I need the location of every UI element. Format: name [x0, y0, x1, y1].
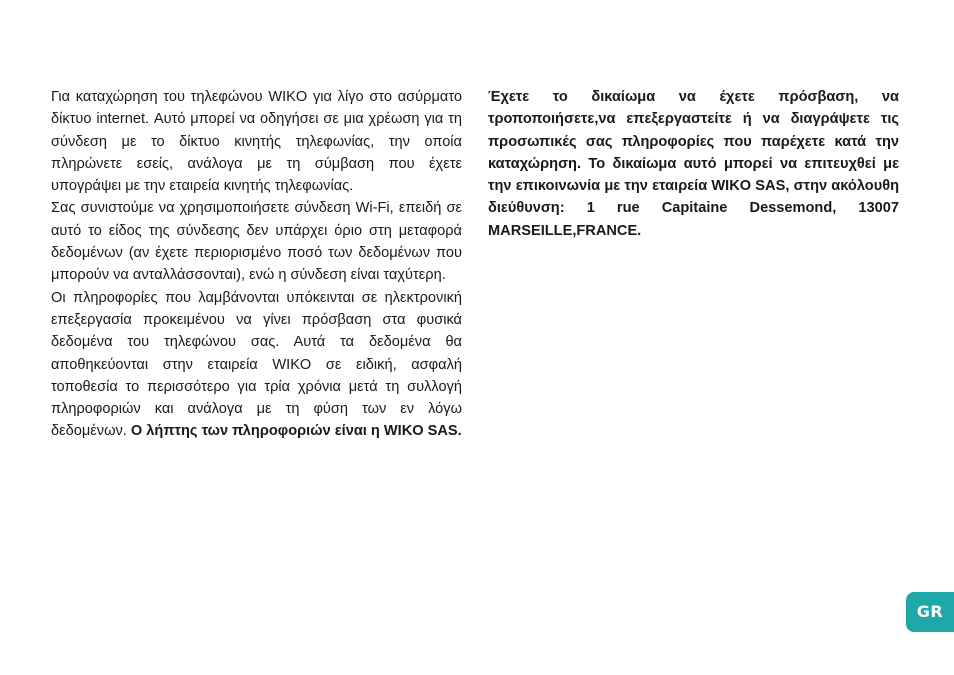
paragraph-data-processing [51, 287, 462, 443]
language-tab: GR [906, 592, 954, 632]
data-processing-text: Οι πληροφορίες που λαμβάνονται υπόκεινται σε ηλεκτρονική επεξεργασία προκειμένου να γίνει πρόσβαση στα φυσικά δεδομένα του τηλεφώνου σας. Αυτά τα δεδομένα θα αποθηκεύονται στην εταιρεία WIKO σε ειδική, ασφαλή τοποθεσία το περισσότερο για τρία χρόνια μετά τη συλλογή πληροφοριών και ανάλογα με τη φύση των εν λόγω δεδομένων. [51, 289, 462, 440]
left-text-column [51, 86, 462, 443]
right-text-column [488, 86, 899, 242]
paragraph-registration: Για καταχώρηση του τηλεφώνου WIKO για λίγο στο ασύρματο δίκτυο internet. Αυτό μπορεί να οδηγήσει σε μια χρέωση για τη σύνδεση με το δίκτυο κινητής τηλεφωνίας, την οποία πληρώνετε εσείς, ανάλογα με τη σύμβαση που έχετε υπογράψει με την εταιρεία κινητής τηλεφωνίας. [51, 89, 462, 195]
paragraph-wifi-recommendation: Σας συνιστούμε να χρησιμοποιήσετε σύνδεση Wi-Fi, επειδή σε αυτό το είδος της σύνδεσης δεν υπάρχει όριο στη μεταφορά δεδομένων (αν έχετε περιορισμένο ποσό των δεδομένων που μπορούν να ανταλλάσσονται), ενώ η σύνδεση είναι ταχύτερη. [51, 200, 462, 284]
data-recipient-statement: Ο λήπτης των πληροφοριών είναι η WIKO SAS. [130, 423, 462, 440]
paragraph-access-rights: Έχετε το δικαίωμα να έχετε πρόσβαση, να τροποποιήσετε,να επεξεργαστείτε ή να διαγράψετε τις προσωπικές σας πληροφορίες που παρέχετε κατά την καταχώρηση. Το δικαίωμα αυτό μπορεί να επιτευχθεί με την επικοινωνία με την εταιρεία WIKO SAS, στην ακόλουθη διεύθυνση: 1 rue Capitaine Dessemond, 13007 MARSEILLE,FRANCE. [488, 89, 899, 239]
